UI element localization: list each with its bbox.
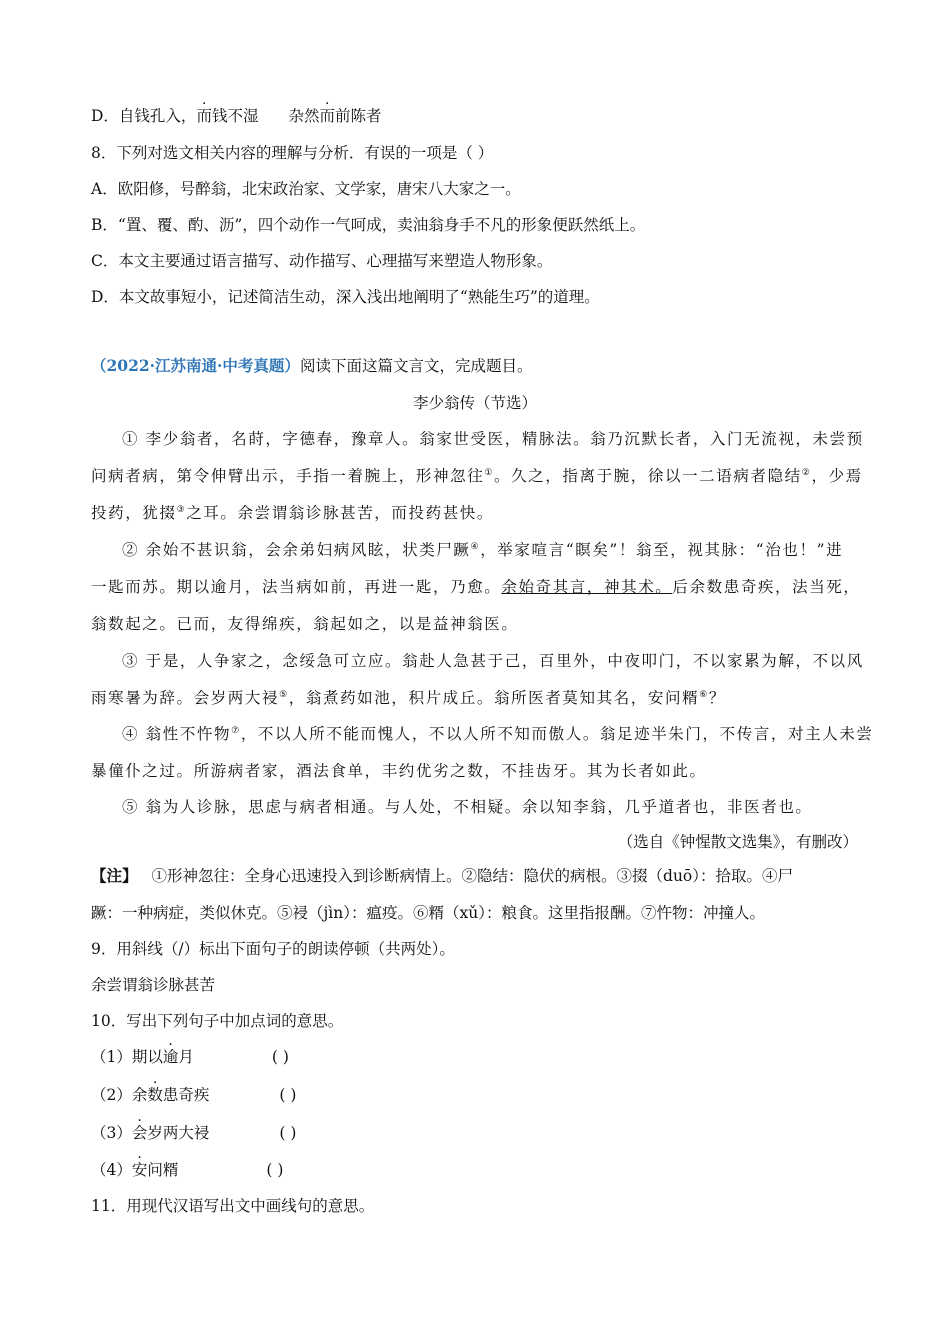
source-line: （2022·江苏南通·中考真题）阅读下面这篇文言文，完成题目。 — [91, 356, 533, 375]
dotted-char: 安 — [131, 1161, 148, 1179]
q10-stem: 10．写出下列句子中加点词的意思。 — [91, 1012, 344, 1030]
q11-stem: 11．用现代汉语写出文中画线句的意思。 — [91, 1197, 375, 1215]
answer-blank: ( ) — [271, 1048, 289, 1066]
q10-item-4: （4）安问糈 ( ) — [91, 1161, 284, 1179]
notes-line2: 蹶：一种病症，类似休克。⑤祲（jìn）：瘟疫。⑥糈（xǔ）：粮食。这里指报酬。⑦忤物：冲撞人。 — [91, 904, 765, 922]
q10-item-2: （2）余数患奇疾 ( ) — [91, 1086, 297, 1104]
source-tag: （2022·江苏南通·中考真题） — [91, 356, 300, 375]
passage-p4-line1: ④ 翁性不忤物⑦，不以人所不能而愧人，不以人所不知而傲人。翁足迹半朱门，不传言，对主人未尝 — [122, 725, 874, 743]
notes-line1: 【注】 ①形神忽往：全身心迅速投入到诊断病情上。②隐结：隐伏的病根。③掇（duō）：拾取。④尸 — [91, 866, 794, 885]
passage-p1-line1: ① 李少翁者，名莳，字德春，豫章人。翁家世受医，精脉法。翁乃沉默长者，入门无流视，未尝预 — [122, 430, 864, 448]
passage-p2-line2: 一匙而苏。期以逾月，法当病如前，再进一匙，乃愈。余始奇其言，神其术。后余数患奇疾，法当死， — [91, 578, 861, 596]
q8-option-c: C．本文主要通过语言描写、动作描写、心理描写来塑造人物形象。 — [91, 252, 553, 270]
passage-p5: ⑤ 翁为人诊脉，思虑与病者相通。与人处，不相疑。余以知李翁，几乎道者也，非医者也。 — [122, 798, 813, 816]
passage-p1-line3: 投药，犹掇③之耳。余尝谓翁诊脉甚苦，而投药甚快。 — [91, 504, 494, 522]
underlined-sentence: 余始奇其言，神其术。 — [501, 578, 673, 596]
passage-p3-line2: 雨寒暑为辞。会岁两大祲⑤，翁煮药如池，积片成丘。翁所医者莫知其名，安问糈⑥？ — [91, 689, 726, 707]
dotted-char: 逾 — [162, 1048, 179, 1066]
q7-option-d: D．自钱孔入，而钱不湿 杂然而前陈者 — [91, 107, 382, 125]
answer-blank: ( ) — [279, 1086, 297, 1104]
dotted-char: 而 — [196, 107, 212, 125]
q10-item-1: （1）期以逾月 ( ) — [91, 1048, 289, 1066]
dotted-char: 会 — [131, 1124, 148, 1142]
notes-label: 【注】 — [91, 866, 138, 885]
passage-p2-line3: 翁数起之。已而，友得绵疾，翁起如之，以是益神翁医。 — [91, 615, 519, 633]
passage-citation: （选自《钟惺散文选集》，有删改） — [617, 833, 858, 851]
q9-sentence: 余尝谓翁诊脉甚苦 — [91, 976, 216, 994]
q8-option-d: D．本文故事短小，记述简洁生动，深入浅出地阐明了“熟能生巧”的道理。 — [91, 288, 600, 306]
dotted-char: 而 — [319, 107, 335, 125]
q8-stem: 8．下列对选文相关内容的理解与分析．有误的一项是（ ） — [91, 144, 494, 162]
passage-p4-line2: 暴僮仆之过。所游病者家，酒法食单，丰约优劣之数，不挂齿牙。其为长者如此。 — [91, 762, 707, 780]
passage-p3-line1: ③ 于是，人争家之，念绥急可立应。翁赴人急甚于己，百里外，中夜叩门，不以家累为解，不以风 — [122, 652, 864, 670]
passage-p2-line1: ② 余始不甚识翁，会余弟妇病风眩，状类尸蹶④，举家喧言“瞑矣”！翁至，视其脉：“治也！”进 — [122, 541, 844, 559]
q8-option-a: A．欧阳修，号醉翁，北宋政治家、文学家，唐宋八大家之一。 — [91, 180, 521, 198]
q10-item-3: （3）会岁两大祲 ( ) — [91, 1124, 297, 1142]
passage-title: 李少翁传（节选） — [412, 394, 537, 412]
dotted-char: 数 — [147, 1086, 163, 1104]
q9-stem: 9．用斜线（/）标出下面句子的朗读停顿（共两处）。 — [91, 940, 455, 958]
answer-blank: ( ) — [266, 1161, 284, 1179]
q8-option-b: B．“置、覆、酌、沥”，四个动作一气呵成，卖油翁身手不凡的形象便跃然纸上。 — [91, 216, 646, 234]
passage-p1-line2: 问病者病，第令伸臂出示，手指一着腕上，形神忽往①。久之，指离于腕，徐以一二语病者隐结②，少焉 — [91, 467, 863, 485]
answer-blank: ( ) — [279, 1124, 297, 1142]
